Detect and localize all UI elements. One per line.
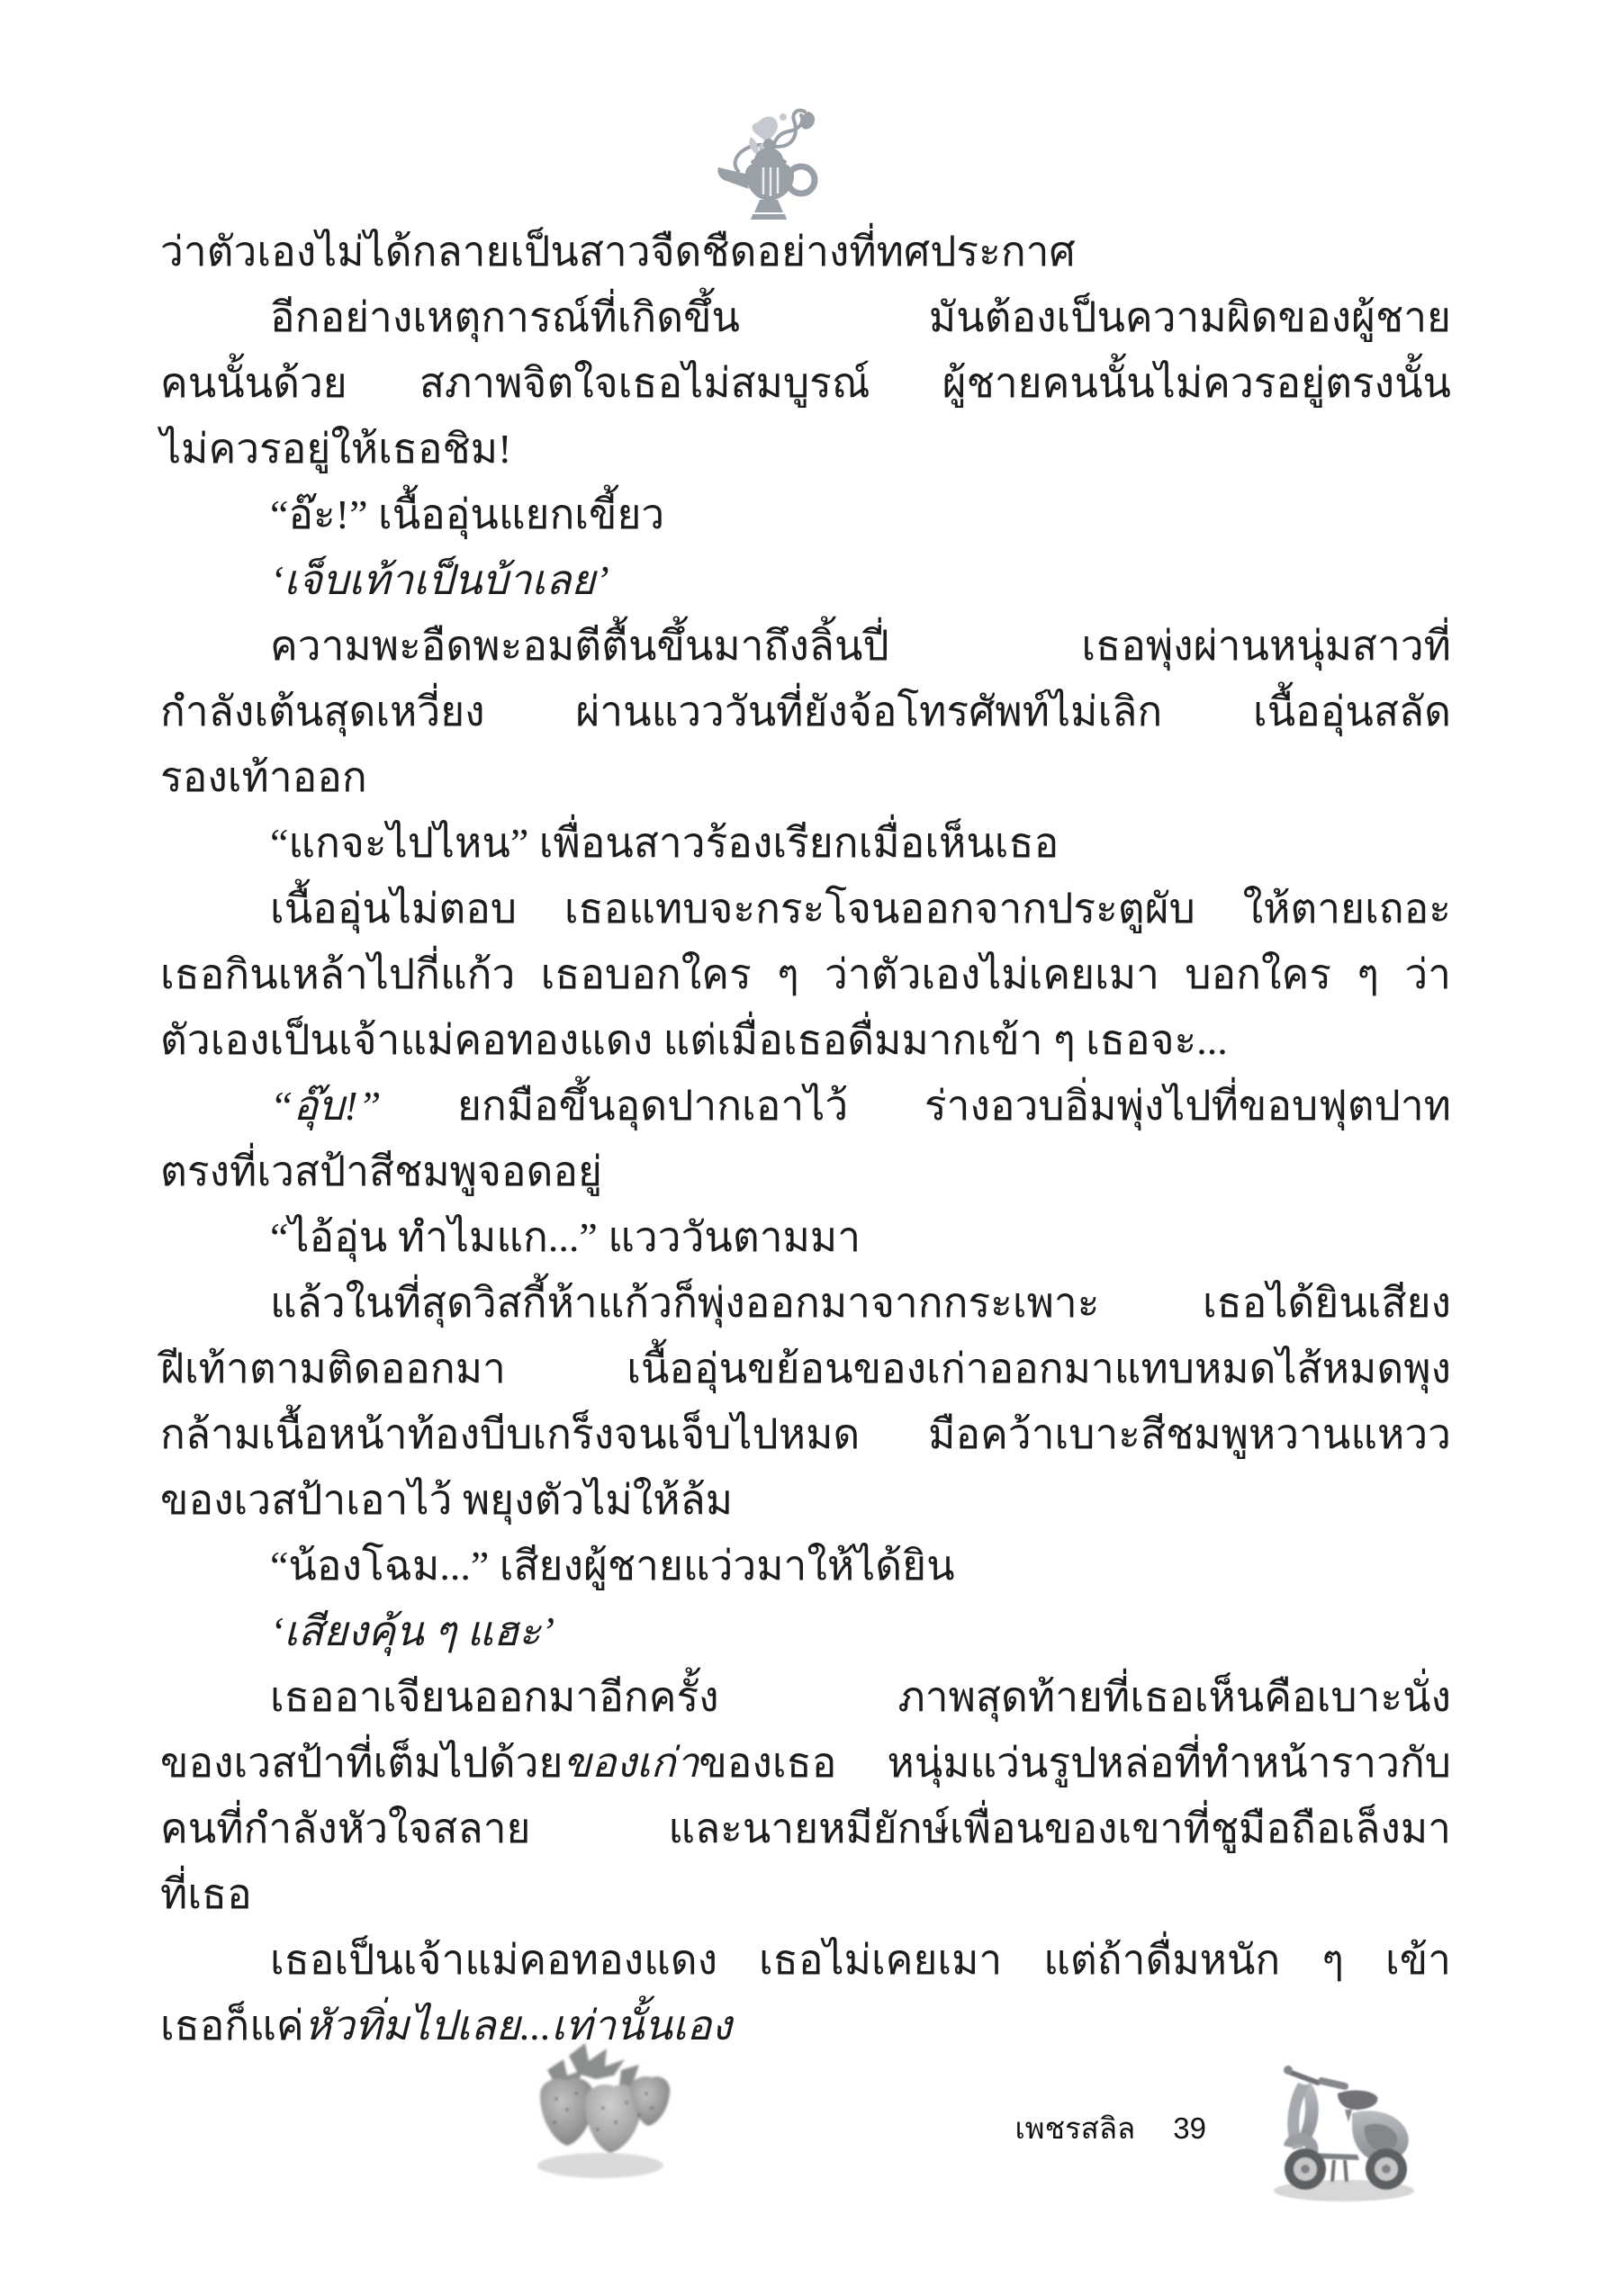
- text-line: [160, 941, 1451, 1007]
- text-segment: ที่เธอ: [160, 1871, 252, 1917]
- text-segment-italic: ของเก่า: [563, 1740, 699, 1786]
- text-line: [160, 1993, 1451, 2058]
- text-line: [160, 1401, 1451, 1467]
- text-segment: “แกจะไปไหน” เพื่อนสาวร้องเรียกเมื่อเห็นเธอ: [270, 820, 1059, 866]
- text-segment-italic: ‘เจ็บเท้าเป็นบ้าเลย’: [270, 557, 609, 603]
- text-segment-italic: หัวทิ่มไปเลย...เท่านั้นเอง: [303, 2003, 732, 2048]
- text-segment: คนที่กำลังหัวใจสลาย และนายหมียักษ์เพื่อนของเขาที่ชูมือถือเล็งมา: [160, 1805, 1451, 1851]
- text-segment: ตรงที่เวสป้าสีชมพูจอดอยู่: [160, 1148, 602, 1194]
- book-title: เพชรสลิล: [1014, 2111, 1136, 2145]
- teapot-steam-ornament-icon: [711, 101, 823, 227]
- text-segment: ของเวสป้าเอาไว้ พยุงตัวไม่ให้ล้ม: [160, 1477, 734, 1523]
- text-line: [160, 1007, 1451, 1073]
- text-segment: ของเธอ หนุ่มแว่นรูปหล่อที่ทำหน้าราวกับ: [699, 1740, 1451, 1786]
- text-segment: แล้วในที่สุดวิสกี้ห้าแก้วก็พุ่งออกมาจากกระเพาะ เธอได้ยินเสียง: [270, 1280, 1451, 1326]
- text-segment: เนื้ออุ่นไม่ตอบ เธอแทบจะกระโจนออกจากประตูผับ ให้ตายเถอะ: [270, 886, 1451, 932]
- text-segment: “น้องโฉม...” เสียงผู้ชายแว่วมาให้ได้ยิน: [270, 1543, 955, 1589]
- text-segment-italic: “อุ๊บ!”: [270, 1083, 382, 1129]
- text-line: [160, 876, 1451, 941]
- text-segment: กล้ามเนื้อหน้าท้องบีบเกร็งจนเจ็บไปหมด มือคว้าเบาะสีชมพูหวานแหวว: [160, 1411, 1451, 1457]
- text-segment: เธออาเจียนออกมาอีกครั้ง ภาพสุดท้ายที่เธอเห็นคือเบาะนั่ง: [270, 1674, 1451, 1720]
- text-line: [160, 1467, 1451, 1533]
- text-line: [160, 482, 1451, 547]
- text-segment: เธอก็แค่: [160, 2003, 304, 2048]
- text-segment: อีกอย่างเหตุการณ์ที่เกิดขึ้น มันต้องเป็นความผิดของผู้ชาย: [270, 294, 1451, 340]
- text-segment: ไม่ควรอยู่ให้เธอชิม!: [160, 426, 512, 472]
- text-line: [160, 1664, 1451, 1730]
- vespa-scooter-image: [1258, 2059, 1434, 2210]
- text-segment: คนนั้นด้วย สภาพจิตใจเธอไม่สมบูรณ์ ผู้ชายคนนั้นไม่ควรอยู่ตรงนั้น: [160, 360, 1451, 406]
- body-text: [160, 219, 1451, 2058]
- strawberry-image: [515, 2039, 695, 2188]
- text-line: [160, 744, 1451, 810]
- text-line: [160, 1204, 1451, 1270]
- text-line: [160, 613, 1451, 679]
- text-segment: เธอกินเหล้าไปกี่แก้ว เธอบอกใคร ๆ ว่าตัวเองไม่เคยเมา บอกใคร ๆ ว่า: [160, 951, 1451, 997]
- text-line: [160, 1336, 1451, 1401]
- text-segment: ยกมือขึ้นอุดปากเอาไว้ ร่างอวบอิ่มพุ่งไปที่ขอบฟุตปาท: [381, 1083, 1451, 1129]
- text-segment: รองเท้าออก: [160, 754, 367, 800]
- text-line: [160, 350, 1451, 416]
- text-line: [160, 810, 1451, 876]
- text-segment: เธอเป็นเจ้าแม่คอทองแดง เธอไม่เคยเมา แต่ถ้าดื่มหนัก ๆ เข้า: [270, 1937, 1451, 1983]
- text-segment: ตัวเองเป็นเจ้าแม่คอทองแดง แต่เมื่อเธอดื่มมากเข้า ๆ เธอจะ...: [160, 1017, 1228, 1063]
- text-line: [160, 1927, 1451, 1993]
- text-segment: ความพะอืดพะอมตีตื้นขึ้นมาถึงลิ้นปี่ เธอพุ่งผ่านหนุ่มสาวที่: [270, 623, 1451, 669]
- page-footer: [918, 2104, 1206, 2152]
- text-line: [160, 416, 1451, 482]
- text-segment: ฝีเท้าตามติดออกมา เนื้ออุ่นขย้อนของเก่าออกมาแทบหมดไส้หมดพุง: [160, 1346, 1451, 1391]
- text-line: [160, 679, 1451, 744]
- text-line: [160, 1270, 1451, 1336]
- text-line: [160, 1073, 1451, 1139]
- text-line: [160, 219, 1451, 284]
- text-line: [160, 1730, 1451, 1796]
- text-line: [160, 1139, 1451, 1204]
- text-line: [160, 1796, 1451, 1861]
- text-line: [160, 284, 1451, 350]
- text-segment: “ไอ้อุ่น ทำไมแก...” แวววันตามมา: [270, 1214, 861, 1260]
- text-segment: ว่าตัวเองไม่ได้กลายเป็นสาวจืดชืดอย่างที่ทศประกาศ: [160, 229, 1076, 275]
- text-line: [160, 1533, 1451, 1598]
- text-line: [160, 547, 1451, 613]
- text-segment: กำลังเต้นสุดเหวี่ยง ผ่านแวววันที่ยังจ้อโทรศัพท์ไม่เลิก เนื้ออุ่นสลัด: [160, 689, 1451, 734]
- page-number: 39: [1173, 2111, 1206, 2145]
- text-line: [160, 1598, 1451, 1664]
- text-segment-italic: ‘เสียงคุ้น ๆ แฮะ’: [270, 1608, 555, 1654]
- text-segment: “อ๊ะ!” เนื้ออุ่นแยกเขี้ยว: [270, 491, 665, 537]
- text-line: [160, 1861, 1451, 1927]
- text-segment: ของเวสป้าที่เต็มไปด้วย: [160, 1740, 564, 1786]
